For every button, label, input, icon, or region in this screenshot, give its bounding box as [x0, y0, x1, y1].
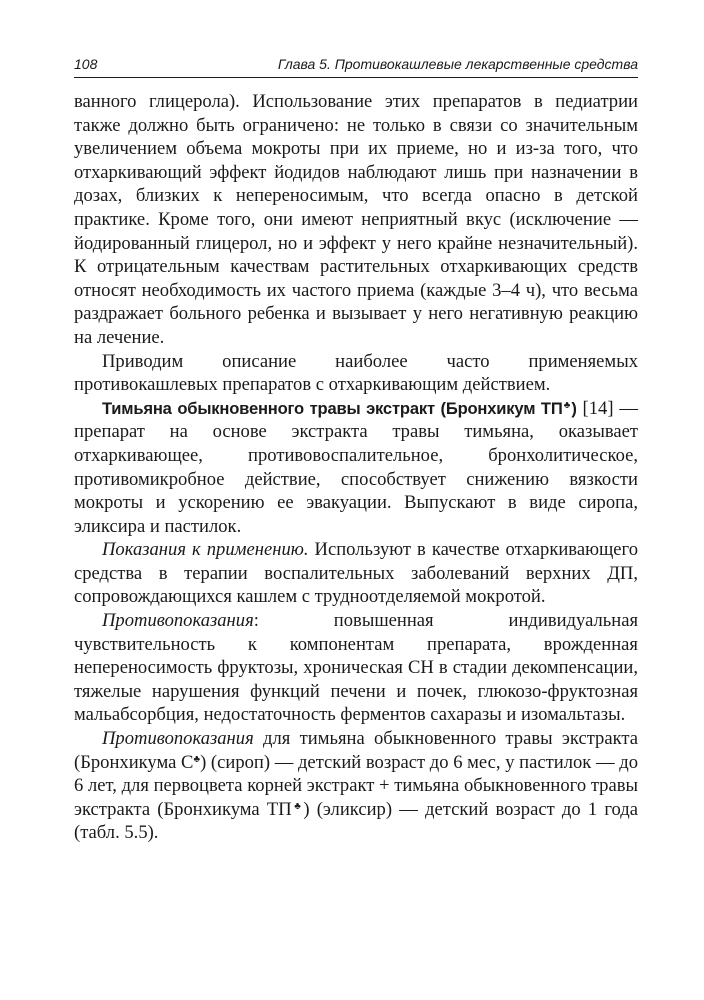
page-number: 108 [74, 56, 98, 72]
paragraph-indications [74, 538, 638, 609]
paragraph-thyme-extract [74, 397, 638, 539]
drug-name: Тимьяна обыкновенного травы экстракт (Бронхикум ТП♣) [102, 398, 577, 418]
body-text [74, 90, 638, 845]
running-header [74, 56, 638, 78]
book-page [74, 56, 638, 845]
contraindications-text: : повышенная индивидуальная чувствительность к компонентам препарата, врожденная непереносимость фруктозы, хроническая СН в стадии декомпенсации, тяжелые нарушения функций печени и почек, глюкозо-фруктозная мальабсорбция, недостаточность ферментов сахаразы и изомальтазы. [74, 610, 638, 726]
paragraph-iodide-drawbacks: ванного глицерола). Использование этих препаратов в педиатрии также должно быть ограничено: не только в связи со значительным увеличением объема мокроты при их приеме, но и из-за того, что отхаркивающий эффект йодидов наблюдают лишь при назначении в дозах, близких к непереносимым, что всегда опасно в детской практике. Кроме того, они имеют неприятный вкус (исключение — йодированный глицерол, но и эффект у него крайне незначительный). К отрицательным качествам растительных отхаркивающих средств относят необходимость их частого приема (каждые 3–4 ч), что весьма раздражает больного ребенка и вызывает у него негативную реакцию на лечение. [74, 91, 638, 348]
chapter-title: Глава 5. Противокашлевые лекарственные средства [277, 56, 638, 72]
age-contraindications-label: Противопоказания [102, 728, 254, 750]
registered-mark: ♣ [193, 753, 201, 765]
registered-mark: ♣ [562, 399, 572, 411]
paragraph-introduction: Приводим описание наиболее часто применяемых противокашлевых препаратов с отхаркивающим действием. [74, 350, 638, 396]
indications-label: Показания к применению. [102, 539, 309, 561]
contraindications-label: Противопоказания [102, 610, 254, 632]
paragraph-age-contraindications: Противопоказания для тимьяна обыкновенного травы экстракта (Бронхикума С♣) (сироп) — детский возраст до 6 мес, у пастилок — до 6 лет, для первоцвета корней экстракт + тимьяна обыкновенного травы экстракта (Бронхикума ТП♣) (эликсир) — детский возраст до 1 года (табл. 5.5). [74, 728, 638, 844]
paragraph-contraindications [74, 609, 638, 727]
indications-text: Используют в качестве отхаркивающего средства в терапии воспалительных заболеваний верхних ДП, сопровождающихся кашлем с трудноотделяемой мокротой. [74, 539, 639, 608]
registered-mark: ♣ [291, 800, 304, 812]
drug-description: [14] — препарат на основе экстракта травы тимьяна, оказывает отхаркивающее, противовоспалительное, бронхолитическое, противомикробное действие, способствует снижению вязкости мокроты и ускорению ее эвакуации. Выпускают в виде сиропа, эликсира и пастилок. [74, 397, 638, 537]
